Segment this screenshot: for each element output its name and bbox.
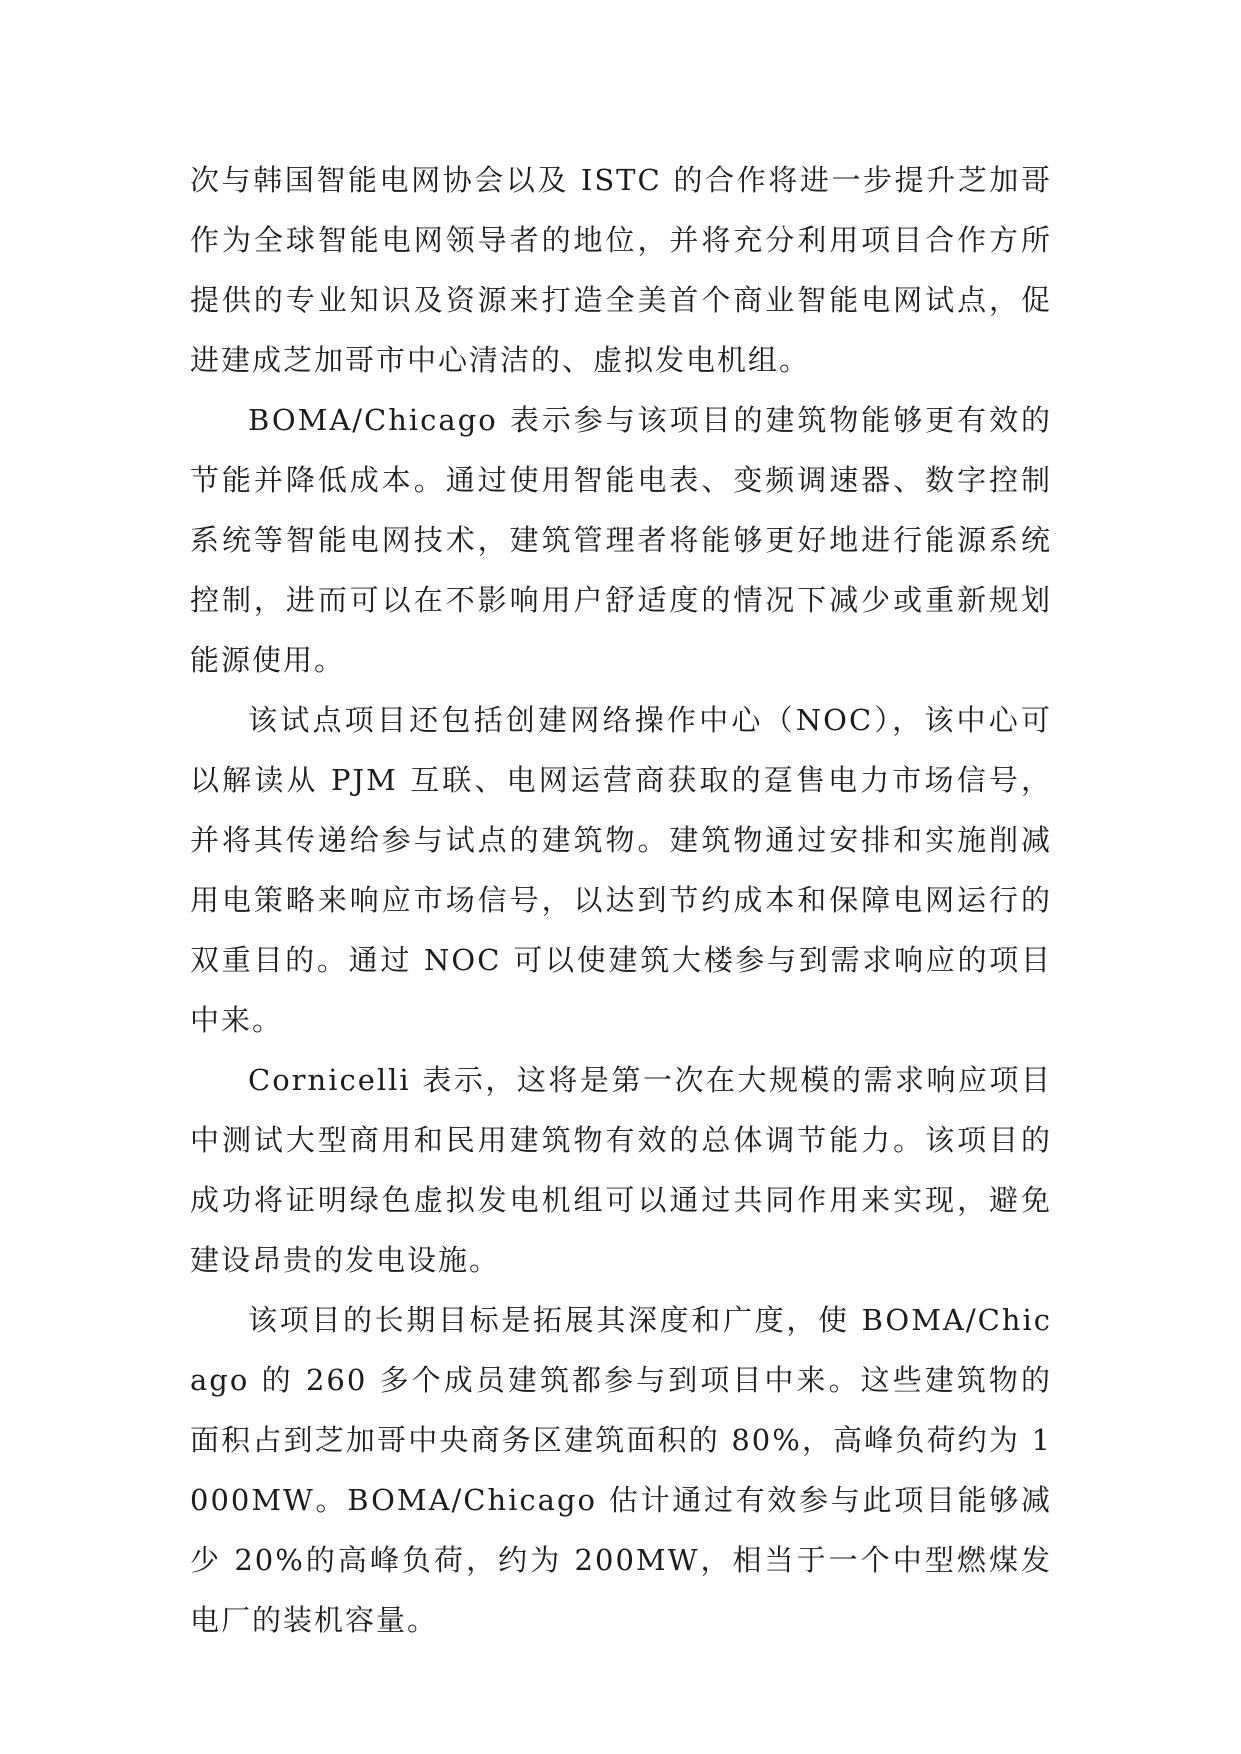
paragraph-long-term-goal: 该项目的长期目标是拓展其深度和广度，使 BOMA/Chicago 的 260 多个成员建筑都参与到项目中来。这些建筑物的面积占到芝加哥中央商务区建筑面积的 80%，高峰负荷约为 1000MW。BOMA/Chicago 估计通过有效参与此项目能够减少 20%的高峰负荷，约为 200MW，相当于一个中型燃煤发电厂的装机容量。 [190, 1303, 1052, 1637]
paragraph-cornicelli: Cornicelli 表示，这将是第一次在大规模的需求响应项目中测试大型商用和民用建筑物有效的总体调节能力。该项目的成功将证明绿色虚拟发电机组可以通过共同作用来实现，避免建设昂贵的发电设施。 [190, 1063, 1052, 1277]
paragraph-boma-energy-saving: BOMA/Chicago 表示参与该项目的建筑物能够更有效的节能并降低成本。通过使用智能电表、变频调速器、数字控制系统等智能电网技术，建筑管理者将能够更好地进行能源系统控制，进而可以在不影响用户舒适度的情况下减少或重新规划能源使用。 [190, 403, 1052, 677]
paragraph-noc: 该试点项目还包括创建网络操作中心（NOC），该中心可以解读从 PJM 互联、电网运营商获取的趸售电力市场信号，并将其传递给参与试点的建筑物。建筑物通过安排和实施削减用电策略来响应市场信号，以达到节约成本和保障电网运行的双重目的。通过 NOC 可以使建筑大楼参与到需求响应的项目中来。 [190, 703, 1052, 1037]
document-body [190, 150, 1052, 1650]
paragraph-continuation: 次与韩国智能电网协会以及 ISTC 的合作将进一步提升芝加哥作为全球智能电网领导者的地位，并将充分利用项目合作方所提供的专业知识及资源来打造全美首个商业智能电网试点，促进建成芝加哥市中心清洁的、虚拟发电机组。 [190, 163, 1052, 377]
